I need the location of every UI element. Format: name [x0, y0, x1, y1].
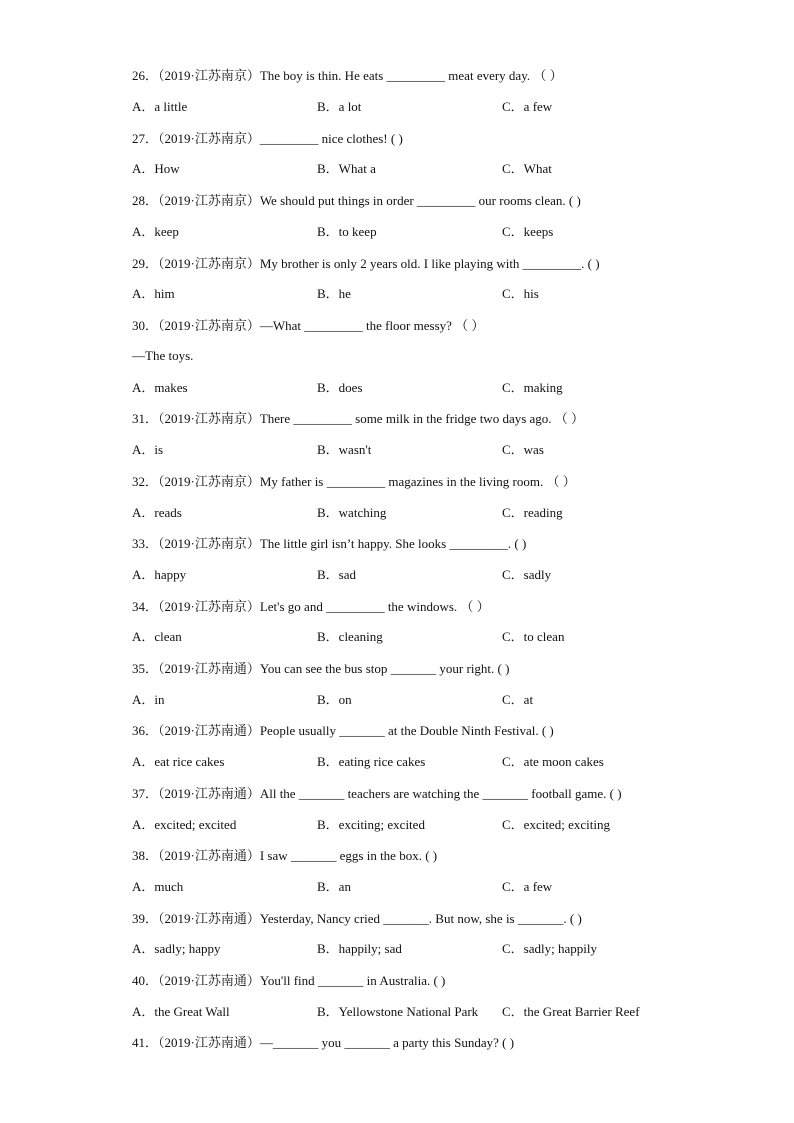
- option-a: A．excited; excited: [132, 817, 237, 832]
- question-31-stem: 31．（2019·江苏南京）There _________ some milk in the fridge two days ago. （ ）: [132, 411, 585, 426]
- question-36-stem: 36．（2019·江苏南通）People usually _______ at the Double Ninth Festival. ( ): [132, 723, 554, 738]
- option-b: B．a lot: [317, 99, 362, 114]
- option-c: C．a few: [502, 879, 553, 894]
- option-b: B．to keep: [317, 224, 377, 239]
- option-c: C．ate moon cakes: [502, 754, 604, 769]
- question-40-stem: 40．（2019·江苏南通）You'll find _______ in Australia. ( ): [132, 973, 446, 988]
- question-30-answer-line: —The toys.: [132, 348, 194, 363]
- question-28-options: [132, 223, 752, 241]
- option-c: C．the Great Barrier Reef: [502, 1004, 640, 1019]
- option-b: B．happily; sad: [317, 941, 402, 956]
- question-37-stem: 37．（2019·江苏南通）All the _______ teachers are watching the _______ football game. ( ): [132, 786, 622, 801]
- option-c: C．at: [502, 692, 534, 707]
- option-a: A．sadly; happy: [132, 941, 221, 956]
- option-c: C．excited; exciting: [502, 817, 610, 832]
- question-29-options: [132, 285, 752, 303]
- question-34-stem: 34．（2019·江苏南京）Let's go and _________ the windows. （ ）: [132, 599, 490, 614]
- option-c: C．a few: [502, 99, 553, 114]
- option-a: A．the Great Wall: [132, 1004, 230, 1019]
- option-a: A．happy: [132, 567, 187, 582]
- option-a: A．keep: [132, 224, 179, 239]
- question-32-options: [132, 504, 752, 522]
- question-26-stem: 26．（2019·江苏南京）The boy is thin. He eats _________ meat every day. （ ）: [132, 68, 563, 83]
- option-c: C．sadly; happily: [502, 941, 597, 956]
- question-30-stem: 30．（2019·江苏南京）—What _________ the floor messy? （ ）: [132, 318, 485, 333]
- question-33-stem: 33．（2019·江苏南京）The little girl isn’t happy. She looks _________. ( ): [132, 536, 527, 551]
- question-37-options: [132, 816, 752, 834]
- option-c: C．reading: [502, 505, 563, 520]
- option-a: A．eat rice cakes: [132, 754, 225, 769]
- option-c: C．was: [502, 442, 544, 457]
- question-27-options: [132, 160, 752, 178]
- question-35-options: [132, 691, 752, 709]
- option-a: A．is: [132, 442, 164, 457]
- question-31-options: [132, 441, 752, 459]
- option-c: C．What: [502, 161, 552, 176]
- option-b: B．watching: [317, 505, 387, 520]
- question-39-options: [132, 940, 752, 958]
- question-29-stem: 29．（2019·江苏南京）My brother is only 2 years old. I like playing with _________. ( ): [132, 256, 600, 271]
- option-b: B．exciting; excited: [317, 817, 425, 832]
- question-32-stem: 32．（2019·江苏南京）My father is _________ magazines in the living room. （ ）: [132, 474, 576, 489]
- question-34-options: [132, 628, 752, 646]
- option-a: A．him: [132, 286, 175, 301]
- question-28-stem: 28．（2019·江苏南京）We should put things in order _________ our rooms clean. ( ): [132, 193, 581, 208]
- option-a: A．makes: [132, 380, 188, 395]
- question-33-options: [132, 566, 752, 584]
- question-38-stem: 38．（2019·江苏南通）I saw _______ eggs in the box. ( ): [132, 848, 438, 863]
- option-b: B．an: [317, 879, 351, 894]
- question-26-options: [132, 98, 752, 116]
- question-40-options: [132, 1003, 752, 1021]
- option-a: A．clean: [132, 629, 182, 644]
- question-30-options: [132, 379, 752, 397]
- option-b: B．wasn't: [317, 442, 372, 457]
- option-c: C．sadly: [502, 567, 552, 582]
- option-c: C．making: [502, 380, 563, 395]
- question-27-stem: 27．（2019·江苏南京）_________ nice clothes! ( ): [132, 131, 403, 146]
- option-b: B．sad: [317, 567, 357, 582]
- option-b: B．eating rice cakes: [317, 754, 426, 769]
- question-36-options: [132, 753, 752, 771]
- question-38-options: [132, 878, 752, 896]
- question-39-stem: 39．（2019·江苏南通）Yesterday, Nancy cried _______. But now, she is _______. ( ): [132, 911, 582, 926]
- option-a: A．a little: [132, 99, 188, 114]
- option-b: B．What a: [317, 161, 376, 176]
- question-35-stem: 35．（2019·江苏南通）You can see the bus stop _______ your right. ( ): [132, 661, 510, 676]
- option-a: A．in: [132, 692, 165, 707]
- option-b: B．on: [317, 692, 352, 707]
- option-a: A．How: [132, 161, 180, 176]
- option-b: B．he: [317, 286, 351, 301]
- option-c: C．to clean: [502, 629, 565, 644]
- option-b: B．cleaning: [317, 629, 383, 644]
- option-a: A．reads: [132, 505, 182, 520]
- option-c: C．keeps: [502, 224, 554, 239]
- option-b: B．Yellowstone National Park: [317, 1004, 479, 1019]
- question-41-stem: 41．（2019·江苏南通）—_______ you _______ a party this Sunday? ( ): [132, 1035, 515, 1050]
- option-c: C．his: [502, 286, 539, 301]
- option-a: A．much: [132, 879, 184, 894]
- option-b: B．does: [317, 380, 363, 395]
